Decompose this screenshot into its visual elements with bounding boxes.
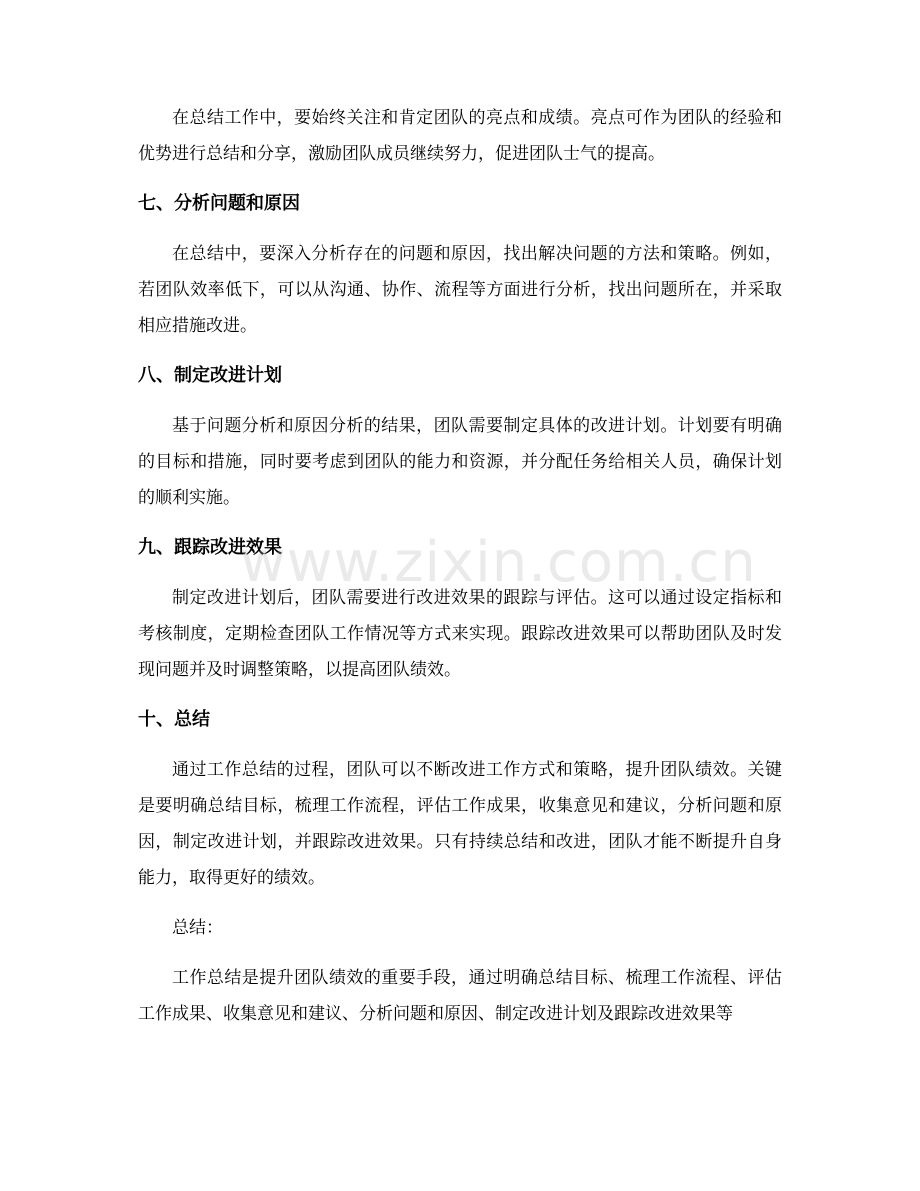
summary-label: 总结： (172, 918, 223, 938)
paragraph-section-7: 在总结中，要深入分析存在的问题和原因，找出解决问题的方法和策略。例如，若团队效率低下，可以从沟通、协作、流程等方面进行分析，找出问题所在，并采取相应措施改进。 (138, 244, 782, 336)
heading-section-7: 七、分析问题和原因 (138, 193, 300, 214)
spacer (138, 738, 782, 752)
paragraph-section-8: 基于问题分析和原因分析的结果，团队需要制定具体的改进计划。计划要有明确的目标和措施，同时要考虑到团队的能力和资源，并分配任务给相关人员，确保计划的顺利实施。 (138, 416, 782, 508)
spacer (138, 344, 782, 358)
heading-section-9: 九、跟踪改进效果 (138, 537, 282, 558)
spacer (138, 896, 782, 910)
paragraph-section-10: 通过工作总结的过程，团队可以不断改进工作方式和策略，提升团队绩效。关键是要明确总结目标，梳理工作流程，评估工作成果，收集意见和建议，分析问题和原因，制定改进计划，并跟踪改进效果。只有持续总结和改进，团队才能不断提升自身能力，取得更好的绩效。 (138, 760, 782, 888)
spacer (138, 394, 782, 408)
spacer (138, 946, 782, 960)
paragraph-summary: 工作总结是提升团队绩效的重要手段，通过明确总结目标、梳理工作流程、评估工作成果、收集意见和建议、分析问题和原因、制定改进计划及跟踪改进效果等 (138, 968, 782, 1024)
document-body (138, 100, 782, 1032)
spacer (138, 688, 782, 702)
watermark: www.zixin.com.cn (240, 530, 757, 595)
paragraph-intro: 在总结工作中，要始终关注和肯定团队的亮点和成绩。亮点可作为团队的经验和优势进行总结和分享，激励团队成员继续努力，促进团队士气的提高。 (138, 108, 782, 164)
spacer (138, 566, 782, 580)
heading-section-8: 八、制定改进计划 (138, 365, 282, 386)
paragraph-section-9: 制定改进计划后，团队需要进行改进效果的跟踪与评估。这可以通过设定指标和考核制度，定期检查团队工作情况等方式来实现。跟踪改进效果可以帮助团队及时发现问题并及时调整策略，以提高团队绩效。 (138, 588, 782, 680)
spacer (138, 516, 782, 530)
spacer (138, 172, 782, 186)
heading-section-10: 十、总结 (138, 709, 210, 730)
spacer (138, 222, 782, 236)
